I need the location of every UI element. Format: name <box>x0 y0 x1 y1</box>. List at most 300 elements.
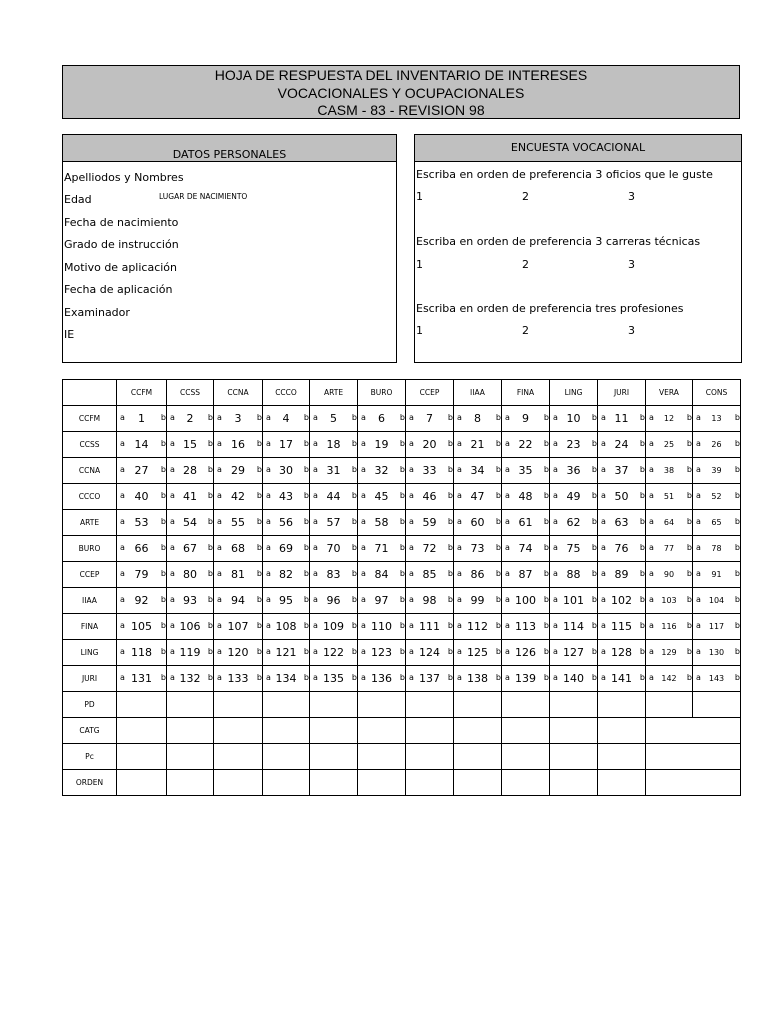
column-header-ccco: CCCO <box>263 380 310 406</box>
score-cell[interactable] <box>598 718 646 744</box>
survey-choice-2: 2 <box>522 190 529 203</box>
item-number: 31 <box>326 464 341 477</box>
score-cell[interactable] <box>310 718 358 744</box>
item-cell <box>502 640 550 666</box>
item-cell <box>502 432 550 458</box>
vocational-survey-panel <box>414 134 742 363</box>
item-number: 61 <box>518 516 533 529</box>
item-cell <box>263 510 310 536</box>
option-a-label: a <box>170 465 175 474</box>
item-number: 36 <box>566 464 581 477</box>
item-number: 9 <box>522 412 529 425</box>
option-b-label: b <box>447 595 453 604</box>
item-number: 129 <box>661 648 677 657</box>
option-b-label: b <box>303 439 309 448</box>
score-cell[interactable] <box>263 770 310 796</box>
option-b-label: b <box>734 465 740 474</box>
item-number: 58 <box>374 516 389 529</box>
item-cell <box>646 588 693 614</box>
score-cell[interactable] <box>358 770 406 796</box>
option-a-label: a <box>313 491 318 500</box>
option-a-label: a <box>120 543 125 552</box>
item-cell <box>117 432 167 458</box>
option-b-label: b <box>207 647 213 656</box>
item-cell <box>358 614 406 640</box>
score-cell[interactable] <box>550 718 598 744</box>
option-a-label: a <box>696 647 701 656</box>
item-number: 83 <box>326 568 341 581</box>
item-number: 134 <box>275 672 297 685</box>
option-a-label: a <box>505 413 510 422</box>
option-a-label: a <box>601 647 606 656</box>
option-a-label: a <box>313 569 318 578</box>
item-number: 104 <box>708 596 725 605</box>
item-cell <box>406 536 454 562</box>
item-cell <box>358 666 406 692</box>
score-cell[interactable] <box>214 744 263 770</box>
option-a-label: a <box>553 543 558 552</box>
score-cell[interactable] <box>502 692 550 718</box>
item-number: 122 <box>323 646 344 659</box>
option-a-label: a <box>313 517 318 526</box>
row-label-pd: PD <box>63 692 117 718</box>
item-number: 93 <box>183 594 197 607</box>
option-b-label: b <box>495 465 501 474</box>
score-cell[interactable] <box>167 770 214 796</box>
option-a-label: a <box>553 647 558 656</box>
option-b-label: b <box>591 595 597 604</box>
item-number: 35 <box>518 464 533 477</box>
item-number: 108 <box>275 620 297 633</box>
item-cell <box>550 484 598 510</box>
option-a-label: a <box>649 569 654 578</box>
option-b-label: b <box>734 439 740 448</box>
option-a-label: a <box>649 543 654 552</box>
option-b-label: b <box>399 569 405 578</box>
item-number: 103 <box>661 596 677 605</box>
item-cell <box>117 536 167 562</box>
item-cell <box>646 510 693 536</box>
option-b-label: b <box>639 569 645 578</box>
column-header-buro: BURO <box>358 380 406 406</box>
score-cell[interactable] <box>358 744 406 770</box>
option-a-label: a <box>266 621 271 630</box>
score-cell[interactable] <box>454 718 502 744</box>
option-b-label: b <box>256 517 262 526</box>
item-number: 113 <box>515 620 536 633</box>
option-a-label: a <box>457 543 462 552</box>
option-a-label: a <box>217 439 222 448</box>
item-cell <box>550 406 598 432</box>
column-header-iiaa: IIAA <box>454 380 502 406</box>
item-number: 75 <box>566 542 581 555</box>
option-a-label: a <box>266 413 271 422</box>
column-header-juri: JURI <box>598 380 646 406</box>
field-age: Edad <box>64 193 92 206</box>
item-number: 79 <box>134 568 149 581</box>
option-a-label: a <box>409 543 414 552</box>
option-a-label: a <box>266 647 271 656</box>
item-cell <box>167 588 214 614</box>
option-b-label: b <box>543 543 549 552</box>
option-a-label: a <box>409 465 414 474</box>
score-cell[interactable] <box>454 770 502 796</box>
item-number: 1 <box>138 412 145 425</box>
option-a-label: a <box>601 465 606 474</box>
score-cell[interactable] <box>358 718 406 744</box>
option-b-label: b <box>303 543 309 552</box>
score-cell[interactable] <box>117 692 167 718</box>
option-a-label: a <box>313 413 318 422</box>
option-b-label: b <box>495 517 501 526</box>
item-number: 137 <box>419 672 440 685</box>
option-a-label: a <box>505 439 510 448</box>
item-number: 16 <box>231 438 245 451</box>
score-cell[interactable] <box>502 744 550 770</box>
option-b-label: b <box>639 621 645 630</box>
item-number: 71 <box>374 542 389 555</box>
option-b-label: b <box>303 517 309 526</box>
option-b-label: b <box>543 413 549 422</box>
option-a-label: a <box>601 543 606 552</box>
option-b-label: b <box>399 439 405 448</box>
option-b-label: b <box>399 543 405 552</box>
option-a-label: a <box>601 413 606 422</box>
option-a-label: a <box>361 569 366 578</box>
option-b-label: b <box>447 491 453 500</box>
score-cell[interactable] <box>598 744 646 770</box>
item-number: 62 <box>566 516 581 529</box>
item-number: 19 <box>374 438 389 451</box>
item-number: 13 <box>711 414 722 423</box>
item-cell <box>117 562 167 588</box>
item-number: 49 <box>566 490 581 503</box>
score-cell[interactable] <box>598 692 646 718</box>
score-cell[interactable] <box>214 692 263 718</box>
item-cell <box>646 432 693 458</box>
option-b-label: b <box>207 465 213 474</box>
option-b-label: b <box>256 413 262 422</box>
personal-data-title: DATOS PERSONALES <box>63 135 396 162</box>
item-number: 5 <box>330 412 337 425</box>
option-b-label: b <box>207 491 213 500</box>
score-cell[interactable] <box>502 770 550 796</box>
option-b-label: b <box>543 465 549 474</box>
item-number: 98 <box>422 594 437 607</box>
item-number: 33 <box>422 464 437 477</box>
option-a-label: a <box>361 543 366 552</box>
score-cell[interactable] <box>646 718 741 744</box>
score-cell[interactable] <box>550 744 598 770</box>
item-cell <box>454 510 502 536</box>
option-b-label: b <box>447 413 453 422</box>
option-b-label: b <box>734 621 740 630</box>
item-number: 60 <box>470 516 485 529</box>
option-a-label: a <box>457 439 462 448</box>
item-cell <box>646 406 693 432</box>
option-a-label: a <box>217 647 222 656</box>
option-b-label: b <box>351 517 357 526</box>
item-number: 32 <box>374 464 389 477</box>
item-cell <box>598 484 646 510</box>
option-b-label: b <box>639 465 645 474</box>
option-a-label: a <box>649 439 654 448</box>
item-number: 66 <box>134 542 149 555</box>
option-a-label: a <box>120 465 125 474</box>
option-b-label: b <box>686 673 692 682</box>
item-cell <box>406 588 454 614</box>
survey-choice-3: 3 <box>628 324 635 337</box>
score-cell[interactable] <box>117 770 167 796</box>
item-number: 140 <box>563 672 584 685</box>
score-cell[interactable] <box>167 744 214 770</box>
item-cell <box>406 458 454 484</box>
option-a-label: a <box>505 621 510 630</box>
item-number: 80 <box>183 568 197 581</box>
option-b-label: b <box>591 673 597 682</box>
row-label-ccss: CCSS <box>63 432 117 458</box>
item-cell <box>167 432 214 458</box>
option-a-label: a <box>170 439 175 448</box>
option-a-label: a <box>170 413 175 422</box>
option-b-label: b <box>256 543 262 552</box>
item-cell <box>502 458 550 484</box>
item-number: 74 <box>518 542 533 555</box>
option-b-label: b <box>639 439 645 448</box>
option-b-label: b <box>495 543 501 552</box>
option-b-label: b <box>207 413 213 422</box>
option-b-label: b <box>591 439 597 448</box>
item-cell <box>358 562 406 588</box>
option-b-label: b <box>160 647 166 656</box>
score-cell[interactable] <box>598 770 646 796</box>
item-cell <box>167 536 214 562</box>
item-number: 90 <box>663 570 675 579</box>
survey-prompt-trades: Escriba en orden de preferencia 3 oficios que le guste <box>416 168 713 181</box>
option-a-label: a <box>505 543 510 552</box>
option-a-label: a <box>313 439 318 448</box>
item-cell <box>454 562 502 588</box>
option-b-label: b <box>303 569 309 578</box>
header-title-line3: CASM - 83 - REVISION 98 <box>317 102 485 118</box>
option-b-label: b <box>495 673 501 682</box>
item-cell <box>263 458 310 484</box>
score-cell[interactable] <box>550 692 598 718</box>
answer-grid <box>62 379 741 796</box>
option-b-label: b <box>543 569 549 578</box>
option-a-label: a <box>457 647 462 656</box>
score-cell[interactable] <box>263 692 310 718</box>
option-b-label: b <box>351 543 357 552</box>
item-number: 12 <box>663 414 675 423</box>
score-cell[interactable] <box>550 770 598 796</box>
score-cell[interactable] <box>358 692 406 718</box>
score-cell[interactable] <box>406 770 454 796</box>
row-label-buro: BURO <box>63 536 117 562</box>
item-cell <box>167 640 214 666</box>
score-cell[interactable] <box>117 744 167 770</box>
score-cell[interactable] <box>502 718 550 744</box>
item-cell <box>502 666 550 692</box>
option-a-label: a <box>120 439 125 448</box>
item-cell <box>117 510 167 536</box>
option-a-label: a <box>457 569 462 578</box>
field-ie: IE <box>64 328 75 341</box>
score-cell[interactable] <box>646 744 741 770</box>
option-a-label: a <box>649 595 654 604</box>
option-a-label: a <box>553 413 558 422</box>
option-b-label: b <box>303 413 309 422</box>
score-cell[interactable] <box>214 718 263 744</box>
option-a-label: a <box>313 621 318 630</box>
score-cell[interactable] <box>646 770 741 796</box>
item-cell <box>263 406 310 432</box>
option-b-label: b <box>686 465 692 474</box>
item-number: 100 <box>515 594 536 607</box>
option-a-label: a <box>217 465 222 474</box>
item-number: 26 <box>711 440 722 449</box>
item-number: 138 <box>467 672 488 685</box>
option-b-label: b <box>207 439 213 448</box>
item-number: 8 <box>474 412 481 425</box>
score-cell[interactable] <box>167 718 214 744</box>
option-a-label: a <box>361 621 366 630</box>
item-number: 84 <box>374 568 389 581</box>
item-number: 101 <box>563 594 584 607</box>
option-a-label: a <box>553 621 558 630</box>
option-b-label: b <box>160 439 166 448</box>
item-cell <box>598 536 646 562</box>
item-cell <box>454 458 502 484</box>
item-number: 81 <box>231 568 245 581</box>
item-cell <box>310 666 358 692</box>
option-b-label: b <box>303 491 309 500</box>
option-b-label: b <box>207 569 213 578</box>
option-b-label: b <box>160 673 166 682</box>
item-number: 141 <box>611 672 632 685</box>
option-a-label: a <box>457 517 462 526</box>
option-a-label: a <box>601 595 606 604</box>
item-number: 11 <box>614 412 629 425</box>
item-cell <box>214 484 263 510</box>
score-cell[interactable] <box>263 744 310 770</box>
item-cell <box>550 562 598 588</box>
field-birth-date: Fecha de nacimiento <box>64 216 179 229</box>
option-a-label: a <box>409 647 414 656</box>
item-number: 124 <box>419 646 440 659</box>
score-cell[interactable] <box>214 770 263 796</box>
item-number: 135 <box>323 672 344 685</box>
option-a-label: a <box>170 647 175 656</box>
item-number: 65 <box>711 518 722 527</box>
item-cell <box>310 510 358 536</box>
option-a-label: a <box>649 491 654 500</box>
score-cell[interactable] <box>117 718 167 744</box>
item-cell <box>550 666 598 692</box>
score-cell[interactable] <box>167 692 214 718</box>
option-a-label: a <box>217 543 222 552</box>
option-b-label: b <box>639 595 645 604</box>
score-cell[interactable] <box>310 770 358 796</box>
score-cell[interactable] <box>310 692 358 718</box>
option-b-label: b <box>639 491 645 500</box>
option-b-label: b <box>686 413 692 422</box>
item-number: 45 <box>374 490 389 503</box>
option-a-label: a <box>120 491 125 500</box>
option-a-label: a <box>409 413 414 422</box>
option-b-label: b <box>591 465 597 474</box>
option-a-label: a <box>361 439 366 448</box>
score-cell[interactable] <box>693 692 741 718</box>
score-cell[interactable] <box>406 744 454 770</box>
option-a-label: a <box>217 673 222 682</box>
option-b-label: b <box>351 673 357 682</box>
option-b-label: b <box>399 517 405 526</box>
item-number: 56 <box>279 516 293 529</box>
option-a-label: a <box>361 647 366 656</box>
option-a-label: a <box>266 673 271 682</box>
option-a-label: a <box>553 595 558 604</box>
score-cell[interactable] <box>310 744 358 770</box>
option-b-label: b <box>591 543 597 552</box>
option-a-label: a <box>409 491 414 500</box>
item-number: 54 <box>183 516 197 529</box>
item-number: 91 <box>711 570 722 579</box>
item-number: 14 <box>134 438 149 451</box>
score-cell[interactable] <box>646 692 693 718</box>
option-b-label: b <box>256 465 262 474</box>
option-b-label: b <box>639 517 645 526</box>
item-cell <box>358 432 406 458</box>
option-b-label: b <box>303 673 309 682</box>
item-cell <box>263 484 310 510</box>
option-a-label: a <box>505 595 510 604</box>
score-cell[interactable] <box>406 692 454 718</box>
item-number: 139 <box>515 672 536 685</box>
item-cell <box>502 588 550 614</box>
row-label-juri: JURI <box>63 666 117 692</box>
item-number: 51 <box>663 492 675 501</box>
item-number: 48 <box>518 490 533 503</box>
option-a-label: a <box>313 673 318 682</box>
item-cell <box>502 510 550 536</box>
score-cell[interactable] <box>263 718 310 744</box>
row-label-catg: CATG <box>63 718 117 744</box>
item-number: 73 <box>470 542 485 555</box>
item-cell <box>358 588 406 614</box>
option-a-label: a <box>505 465 510 474</box>
score-cell[interactable] <box>454 692 502 718</box>
option-a-label: a <box>505 569 510 578</box>
item-number: 85 <box>422 568 437 581</box>
option-a-label: a <box>696 543 701 552</box>
option-b-label: b <box>256 569 262 578</box>
option-a-label: a <box>217 569 222 578</box>
option-a-label: a <box>361 491 366 500</box>
option-b-label: b <box>160 543 166 552</box>
option-b-label: b <box>543 491 549 500</box>
option-b-label: b <box>351 491 357 500</box>
score-cell[interactable] <box>406 718 454 744</box>
option-b-label: b <box>351 413 357 422</box>
option-b-label: b <box>686 647 692 656</box>
option-a-label: a <box>361 595 366 604</box>
option-a-label: a <box>409 439 414 448</box>
item-cell <box>454 666 502 692</box>
score-cell[interactable] <box>454 744 502 770</box>
option-b-label: b <box>734 673 740 682</box>
row-label-arte: ARTE <box>63 510 117 536</box>
